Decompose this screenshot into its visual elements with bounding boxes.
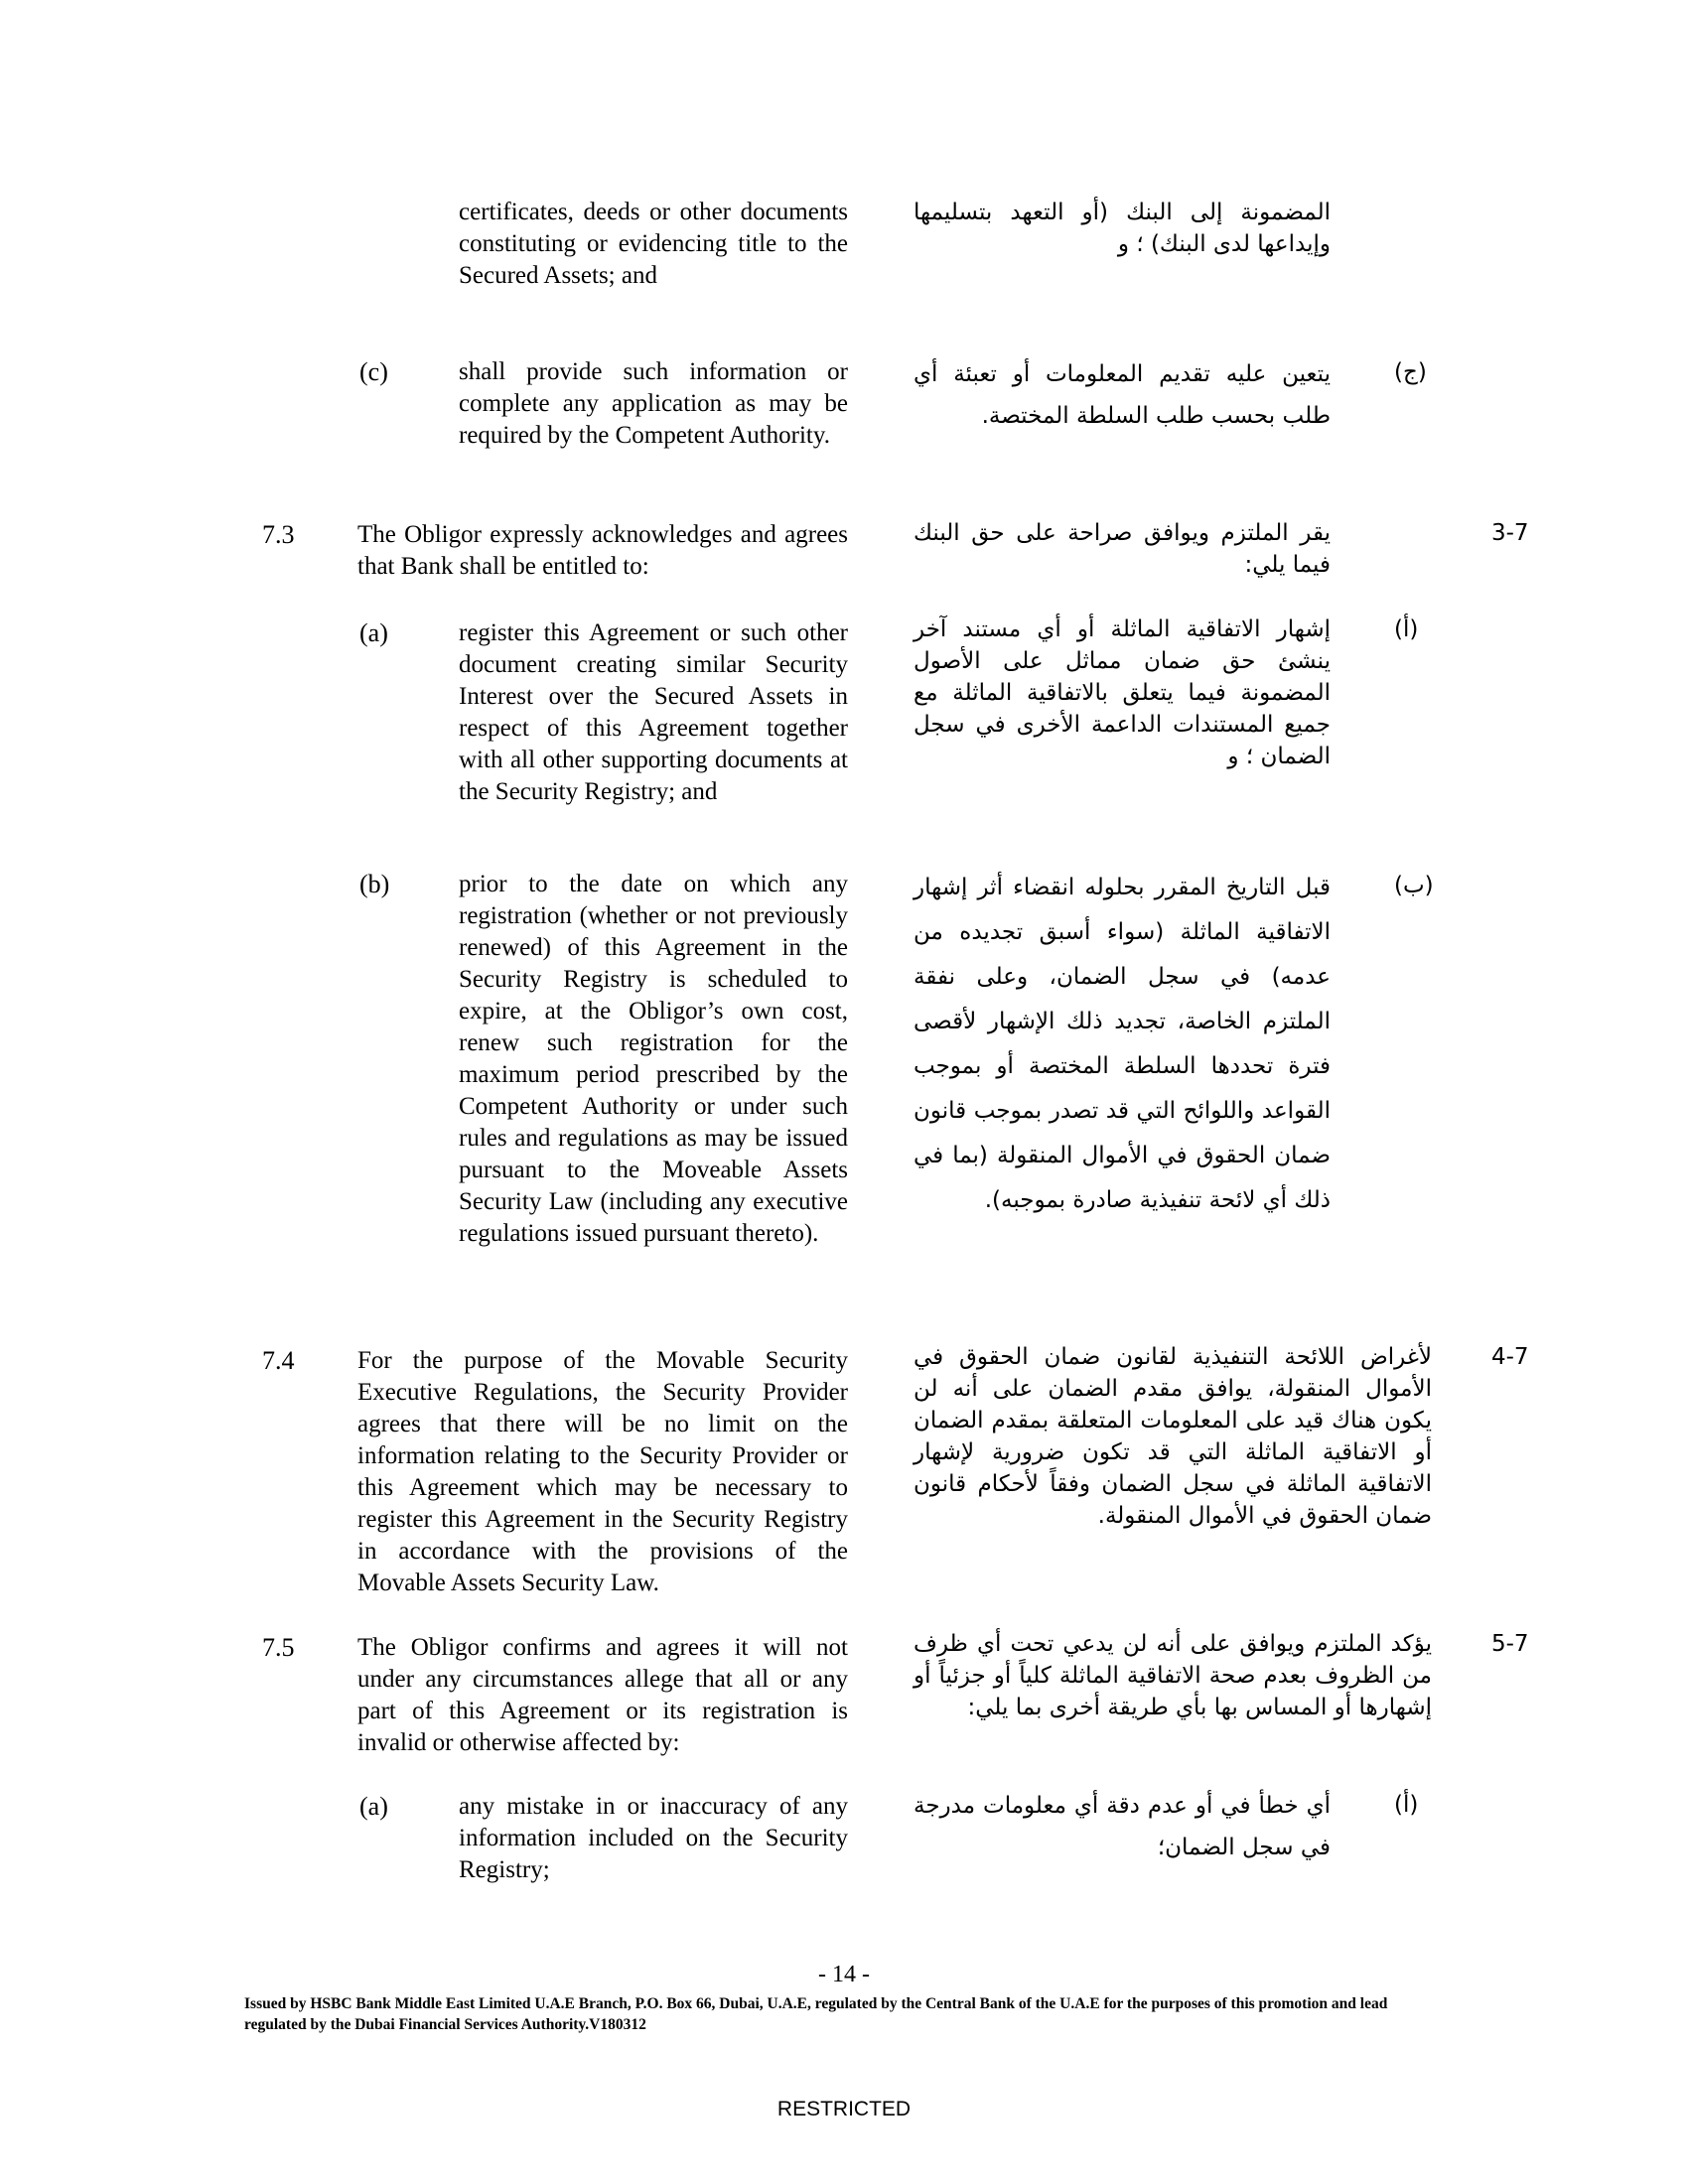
issuer-footnote: Issued by HSBC Bank Middle East Limited U.A.E Branch, P.O. Box 66, Dubai, U.A.E, regulated by the Central Bank of the U.A.E for the purposes of this promotion and lead regulated by the Dubai Financial Services Authority.V180312 bbox=[244, 1995, 1388, 2033]
clause-7-3-number-en: 7.3 bbox=[262, 520, 295, 549]
clause-7-5-number-ar: 5-7 bbox=[1491, 1631, 1529, 1657]
page-number: - 14 - bbox=[818, 1962, 870, 1987]
clause-7-3-text-ar: يقر الملتزم ويوافق صراحة على حق البنك فيما يلي: bbox=[914, 520, 1331, 578]
clause-7-5-text-ar: يؤكد الملتزم ويوافق على أنه لن يدعي تحت أي ظرف من الظروف بعدم صحة الاتفاقية الماثلة كلياً أو جزئياً أو إشهارها أو المساس بها بأي طريقة أخرى بما يلي: bbox=[914, 1631, 1432, 1720]
clause-7-3-b-text-ar: قبل التاريخ المقرر بحلوله انقضاء أثر إشهار الاتفاقية الماثلة (سواء أسبق تجديده من عدمه) في سجل الضمان، وعلى نفقة الملتزم الخاصة، تجديد ذلك الإشهار لأقصى فترة تحددها السلطة المختصة أو بموجب القواعد واللوائح التي قد تصدر بموجب قانون ضمان الحقوق في الأموال المنقولة (بما في ذلك أي لائحة تنفيذية صادرة بموجبه). bbox=[914, 875, 1331, 1213]
clause-7-3-a-label-ar: (أ) bbox=[1394, 616, 1419, 642]
clause-7-4-text-ar: لأغراض اللائحة التنفيذية لقانون ضمان الحقوق في الأموال المنقولة، يوافق مقدم الضمان على أنه لن يكون هناك قيد على المعلومات المتعلقة بمقدم الضمان أو الاتفاقية الماثلة التي قد تكون ضرورية لإشهار الاتفاقية الماثلة في سجل الضمان وفقاً لأحكام قانون ضمان الحقوق في الأموال المنقولة. bbox=[914, 1344, 1432, 1529]
clause-7-3-a-label-en: (a) bbox=[359, 618, 388, 647]
clause-7-5-a-text-ar: أي خطأ في أو عدم دقة أي معلومات مدرجة في سجل الضمان؛ bbox=[914, 1793, 1331, 1860]
clause-7-5-a-text-en: any mistake in or inaccuracy of any information included on the Security Registry; bbox=[459, 1793, 848, 1883]
classification-label: RESTRICTED bbox=[776, 2098, 912, 2120]
clause-c-label-ar: (ج) bbox=[1394, 359, 1427, 385]
clause-7-3-number-ar: 3-7 bbox=[1491, 520, 1529, 546]
clause-7-5-a-label-ar: (أ) bbox=[1394, 1792, 1419, 1818]
clause-7-4-number-ar: 4-7 bbox=[1491, 1344, 1529, 1370]
clause-b-continuation-en: certificates, deeds or other documents constituting or evidencing title to the Secured Assets; and bbox=[459, 199, 848, 289]
clause-7-4-number-en: 7.4 bbox=[262, 1346, 295, 1375]
clause-7-3-a-text-ar: إشهار الاتفاقية الماثلة أو أي مستند آخر ينشئ حق ضمان مماثل على الأصول المضمونة فيما يتعلق بالاتفاقية الماثلة مع جميع المستندات الداعمة الأخرى في سجل الضمان ؛ و bbox=[914, 616, 1331, 769]
clause-c-label-en: (c) bbox=[359, 357, 388, 386]
clause-7-5-a-label-en: (a) bbox=[359, 1792, 388, 1821]
clause-7-3-a-text-en: register this Agreement or such other document creating similar Security Interest over the Secured Assets in respect of this Agreement together with all other supporting documents at the Security Registry; and bbox=[459, 619, 848, 805]
clause-7-5-number-en: 7.5 bbox=[262, 1633, 295, 1662]
clause-7-4-text-en: For the purpose of the Movable Security Executive Regulations, the Security Provider agrees that there will be no limit on the information relating to the Security Provider or this Agreement which may be necessary to register this Agreement in the Security Registry in accordance with the provisions of the Movable Assets Security Law. bbox=[357, 1347, 848, 1596]
clause-7-3-b-label-ar: (ب) bbox=[1394, 873, 1434, 898]
clause-c-text-en: shall provide such information or complete any application as may be required by the Competent Authority. bbox=[459, 358, 848, 449]
clause-7-5-text-en: The Obligor confirms and agrees it will not under any circumstances allege that all or any part of this Agreement or its registration is invalid or otherwise affected by: bbox=[357, 1634, 848, 1756]
clause-7-3-b-text-en: prior to the date on which any registration (whether or not previously renewed) of this Agreement in the Security Registry is scheduled to expire, at the Obligor’s own cost, renew such registration for the maximum period prescribed by the Competent Authority or under such rules and regulations as may be issued pursuant to the Moveable Assets Security Law (including any executive regulations issued pursuant thereto). bbox=[459, 871, 848, 1247]
clause-c-text-ar: يتعين عليه تقديم المعلومات أو تعبئة أي طلب بحسب طلب السلطة المختصة. bbox=[914, 361, 1331, 429]
clause-b-continuation-ar: المضمونة إلى البنك (أو التعهد بتسليمها وإيداعها لدى البنك) ؛ و bbox=[914, 200, 1331, 257]
clause-7-3-b-label-en: (b) bbox=[359, 870, 390, 898]
clause-7-3-text-en: The Obligor expressly acknowledges and agrees that Bank shall be entitled to: bbox=[357, 521, 848, 580]
